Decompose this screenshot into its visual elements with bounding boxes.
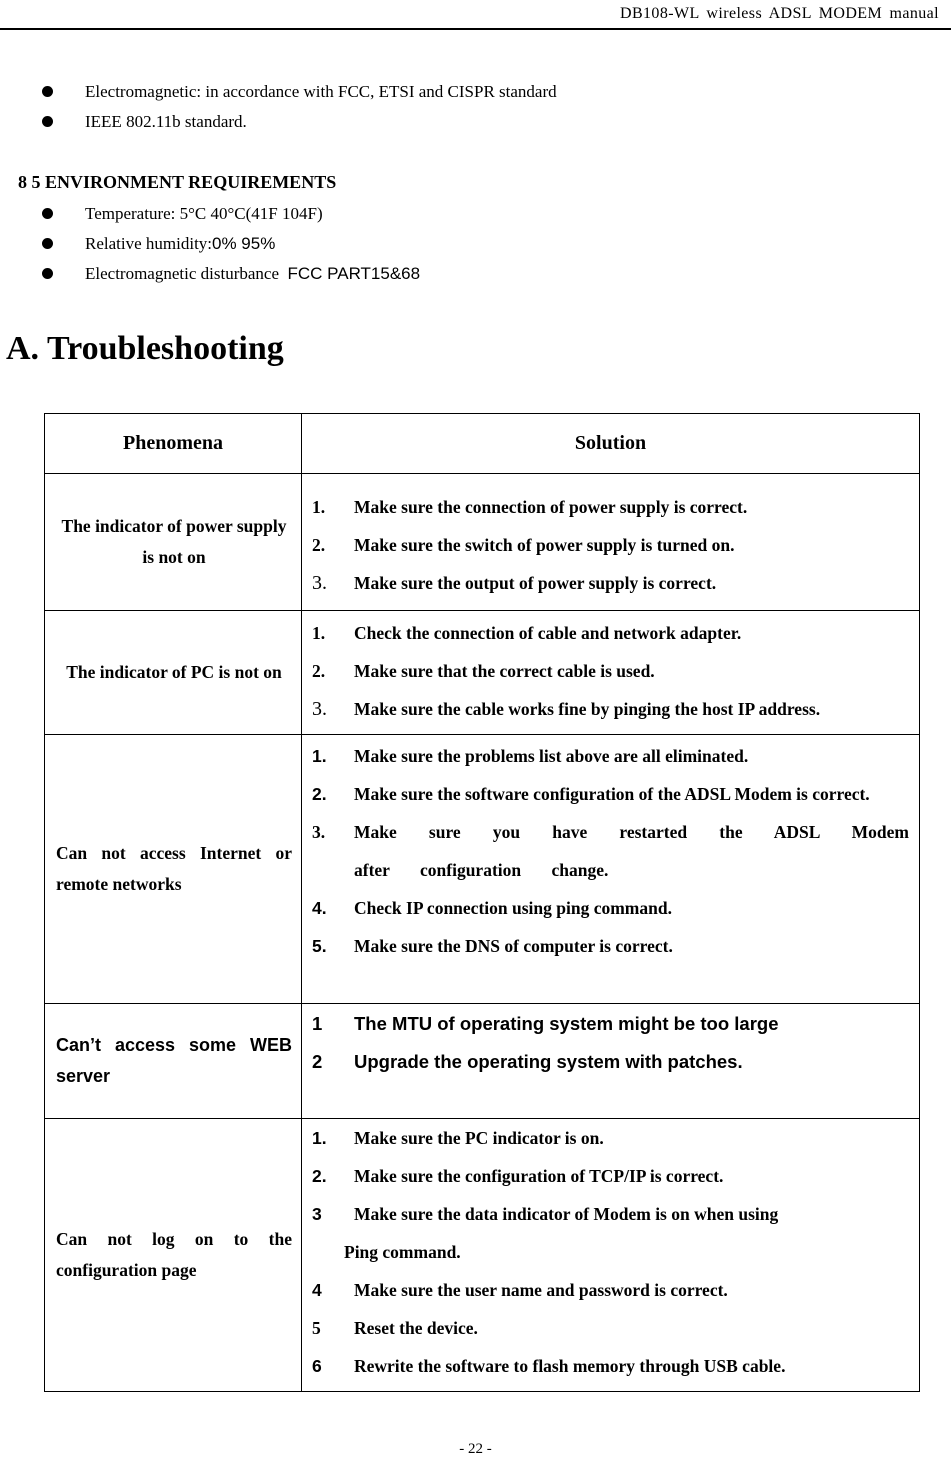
solution-cell bbox=[302, 611, 920, 735]
solution-item: 6 Rewrite the software to flash memory through USB cable. bbox=[312, 1356, 786, 1376]
solution-item: 3. Make sure the cable works fine by pinging the host IP address. bbox=[312, 698, 821, 720]
bullet-icon bbox=[42, 238, 53, 249]
solution-item: 2. Make sure the configuration of TCP/IP is correct. bbox=[312, 1166, 724, 1186]
environment-heading: 8 5 ENVIRONMENT REQUIREMENTS bbox=[18, 172, 337, 192]
phenomenon-cell: Can not access Internet or remote networks bbox=[45, 735, 302, 1004]
solution-item: 1. Make sure the connection of power supply is correct. bbox=[312, 497, 748, 517]
phenomenon-cell: Can’t access some WEB server bbox=[45, 1004, 302, 1119]
bullet-icon bbox=[42, 268, 53, 279]
phenomenon-cell: Can not log on to the configuration page bbox=[45, 1119, 302, 1392]
table-row bbox=[45, 1004, 920, 1119]
solution-item: 4 Make sure the user name and password is correct. bbox=[312, 1280, 728, 1300]
solution-item: 3. Make sure you have restarted the ADSL Modem after configuration change. bbox=[312, 822, 909, 880]
solution-item: 3. Make sure the output of power supply is correct. bbox=[312, 572, 717, 594]
solution-item: 1. Make sure the problems list above are all eliminated. bbox=[312, 746, 749, 766]
table-row bbox=[45, 735, 920, 1004]
environment-bullet-list bbox=[0, 199, 951, 289]
solution-item: 1. Check the connection of cable and network adapter. bbox=[312, 623, 742, 643]
list-item: IEEE 802.11b standard. bbox=[0, 107, 951, 137]
bullet-icon bbox=[42, 86, 53, 97]
solution-item: 1 The MTU of operating system might be too large bbox=[312, 1013, 779, 1034]
troubleshooting-table bbox=[44, 413, 920, 1392]
running-header: DB108-WL wireless ADSL MODEM manual bbox=[620, 5, 939, 22]
column-header-solution: Solution bbox=[302, 414, 920, 474]
solution-item: 2. Make sure the software configuration of the ADSL Modem is correct. bbox=[312, 784, 870, 804]
solution-cell bbox=[302, 735, 920, 1004]
intro-bullet-list bbox=[0, 77, 951, 137]
solution-item: 5 Reset the device. bbox=[312, 1318, 478, 1338]
solution-cell bbox=[302, 1119, 920, 1392]
solution-item: 2 Upgrade the operating system with patches. bbox=[312, 1051, 743, 1072]
solution-item: 2. Make sure that the correct cable is used. bbox=[312, 661, 655, 681]
table-row bbox=[45, 611, 920, 735]
list-item: Electromagnetic disturbance FCC PART15&68 bbox=[0, 259, 951, 289]
table-row bbox=[45, 1119, 920, 1392]
solution-item: 5. Make sure the DNS of computer is correct. bbox=[312, 936, 673, 956]
solution-item: 3 Make sure the data indicator of Modem is on when using bbox=[312, 1204, 779, 1224]
solution-item-continuation: Ping command. bbox=[344, 1242, 461, 1262]
list-item: Relative humidity:0% 95% bbox=[0, 229, 951, 259]
table-header-row bbox=[45, 414, 920, 474]
bullet-icon bbox=[42, 208, 53, 219]
page-number: - 22 - bbox=[459, 1441, 492, 1457]
section-title: A. Troubleshooting bbox=[6, 330, 284, 367]
bullet-icon bbox=[42, 116, 53, 127]
phenomenon-cell: The indicator of PC is not on bbox=[45, 611, 302, 735]
solution-cell bbox=[302, 1004, 920, 1119]
header-rule bbox=[0, 28, 951, 30]
phenomenon-cell: The indicator of power supply is not on bbox=[45, 474, 302, 611]
list-item: Temperature: 5°C 40°C(41F 104F) bbox=[0, 199, 951, 229]
table-row bbox=[45, 474, 920, 611]
column-header-phenomena: Phenomena bbox=[45, 414, 302, 474]
solution-item: 2. Make sure the switch of power supply is turned on. bbox=[312, 535, 735, 555]
solution-item: 1. Make sure the PC indicator is on. bbox=[312, 1128, 604, 1148]
solution-cell bbox=[302, 474, 920, 611]
list-item: Electromagnetic: in accordance with FCC, ETSI and CISPR standard bbox=[0, 77, 951, 107]
solution-item: 4. Check IP connection using ping command. bbox=[312, 898, 672, 918]
